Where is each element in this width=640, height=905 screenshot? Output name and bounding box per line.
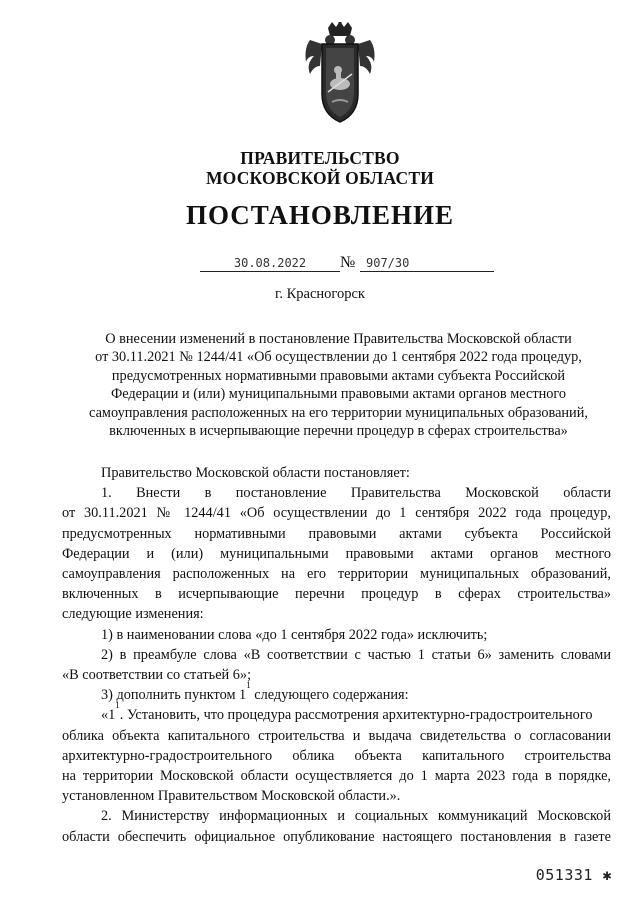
paragraph-line: Федерации и (или) муниципальными правовыми актами органов местного — [62, 545, 611, 562]
paragraph-1-line — [62, 483, 611, 503]
intro-paragraph: Правительство Московской области постановляет: — [101, 465, 410, 481]
quote-first-line: «1 1 . Установить, что процедура рассмотрения архитектурно-градостроительного — [101, 700, 593, 724]
item-1: 1) в наименовании слова «до 1 сентября 2022 года» исключить; — [101, 626, 488, 643]
title-line: от 30.11.2021 № 1244/41 «Об осуществлении до 1 сентября 2022 года процедур, — [95, 349, 582, 366]
paragraph-line: самоуправления расположенных на его территории муниципальных образований, — [62, 566, 611, 583]
number-sign: № — [340, 254, 356, 271]
resolution-title — [66, 330, 611, 440]
quote-line: установленном Правительством Московской области.». — [62, 788, 401, 805]
paragraph-1-first-line: 1. Внести в постановление Правительства Московской области — [101, 485, 611, 502]
title-line: Федерации и (или) муниципальными правовыми актами органов местного — [110, 386, 567, 403]
registration-stamp: 051331 ✱ — [535, 866, 612, 884]
title-line: включенных в исчерпывающие перечни процедур в сферах строительства» — [109, 423, 568, 440]
title-line: предусмотренных нормативными правовыми актами субъекта Российской — [111, 367, 566, 384]
quote-line: на территории Московской области осуществляется до 1 марта 2023 года в порядке, — [62, 768, 611, 785]
paragraph-line: следующие изменения: — [62, 606, 204, 623]
item-2-line: «В соответствии со статьей 6»; — [62, 667, 252, 684]
title-line: О внесении изменений в постановление Правительства Московской области — [105, 331, 572, 347]
quote-line: архитектурно-градостроительного облика объекта капитального строительства — [62, 747, 611, 764]
document-body — [62, 463, 611, 847]
paragraph-2-line: 2. Министерству информационных и социальных коммуникаций Московской — [101, 808, 611, 825]
item-2-line: 2) в преамбуле слова «В соответствии с частью 1 статьи 6» заменить словами — [101, 646, 611, 663]
org-name-line1: ПРАВИТЕЛЬСТВО — [240, 148, 400, 168]
document-number: 907/30 — [360, 256, 494, 272]
date-number-line — [0, 256, 640, 278]
paragraph-line: включенных в исчерпывающие перечни процедур в сферах строительства» — [62, 586, 611, 603]
paragraph-line: предусмотренных нормативными правовыми актами субъекта Российской — [62, 525, 611, 542]
item-3: 3) дополнить пунктом 1 1 следующего содержания: — [101, 680, 409, 704]
document-date: 30.08.2022 — [200, 256, 340, 272]
issue-city: г. Красногорск — [275, 286, 365, 302]
org-name-line2: МОСКОВСКОЙ ОБЛАСТИ — [205, 168, 435, 188]
quote-line: облика объекта капитального строительства и выдача свидетельства о согласовании — [62, 727, 611, 744]
moscow-oblast-coat-of-arms-icon — [300, 22, 380, 126]
paragraph-line: от 30.11.2021 № 1244/41 «Об осуществлении до 1 сентября 2022 года процедур, — [62, 505, 611, 522]
document-type-title: ПОСТАНОВЛЕНИЕ — [185, 200, 455, 230]
title-line: самоуправления расположенных на его территории муниципальных образований, — [89, 404, 588, 421]
paragraph-2-line: области обеспечить официальное опубликование настоящего постановления в газете — [62, 828, 611, 845]
